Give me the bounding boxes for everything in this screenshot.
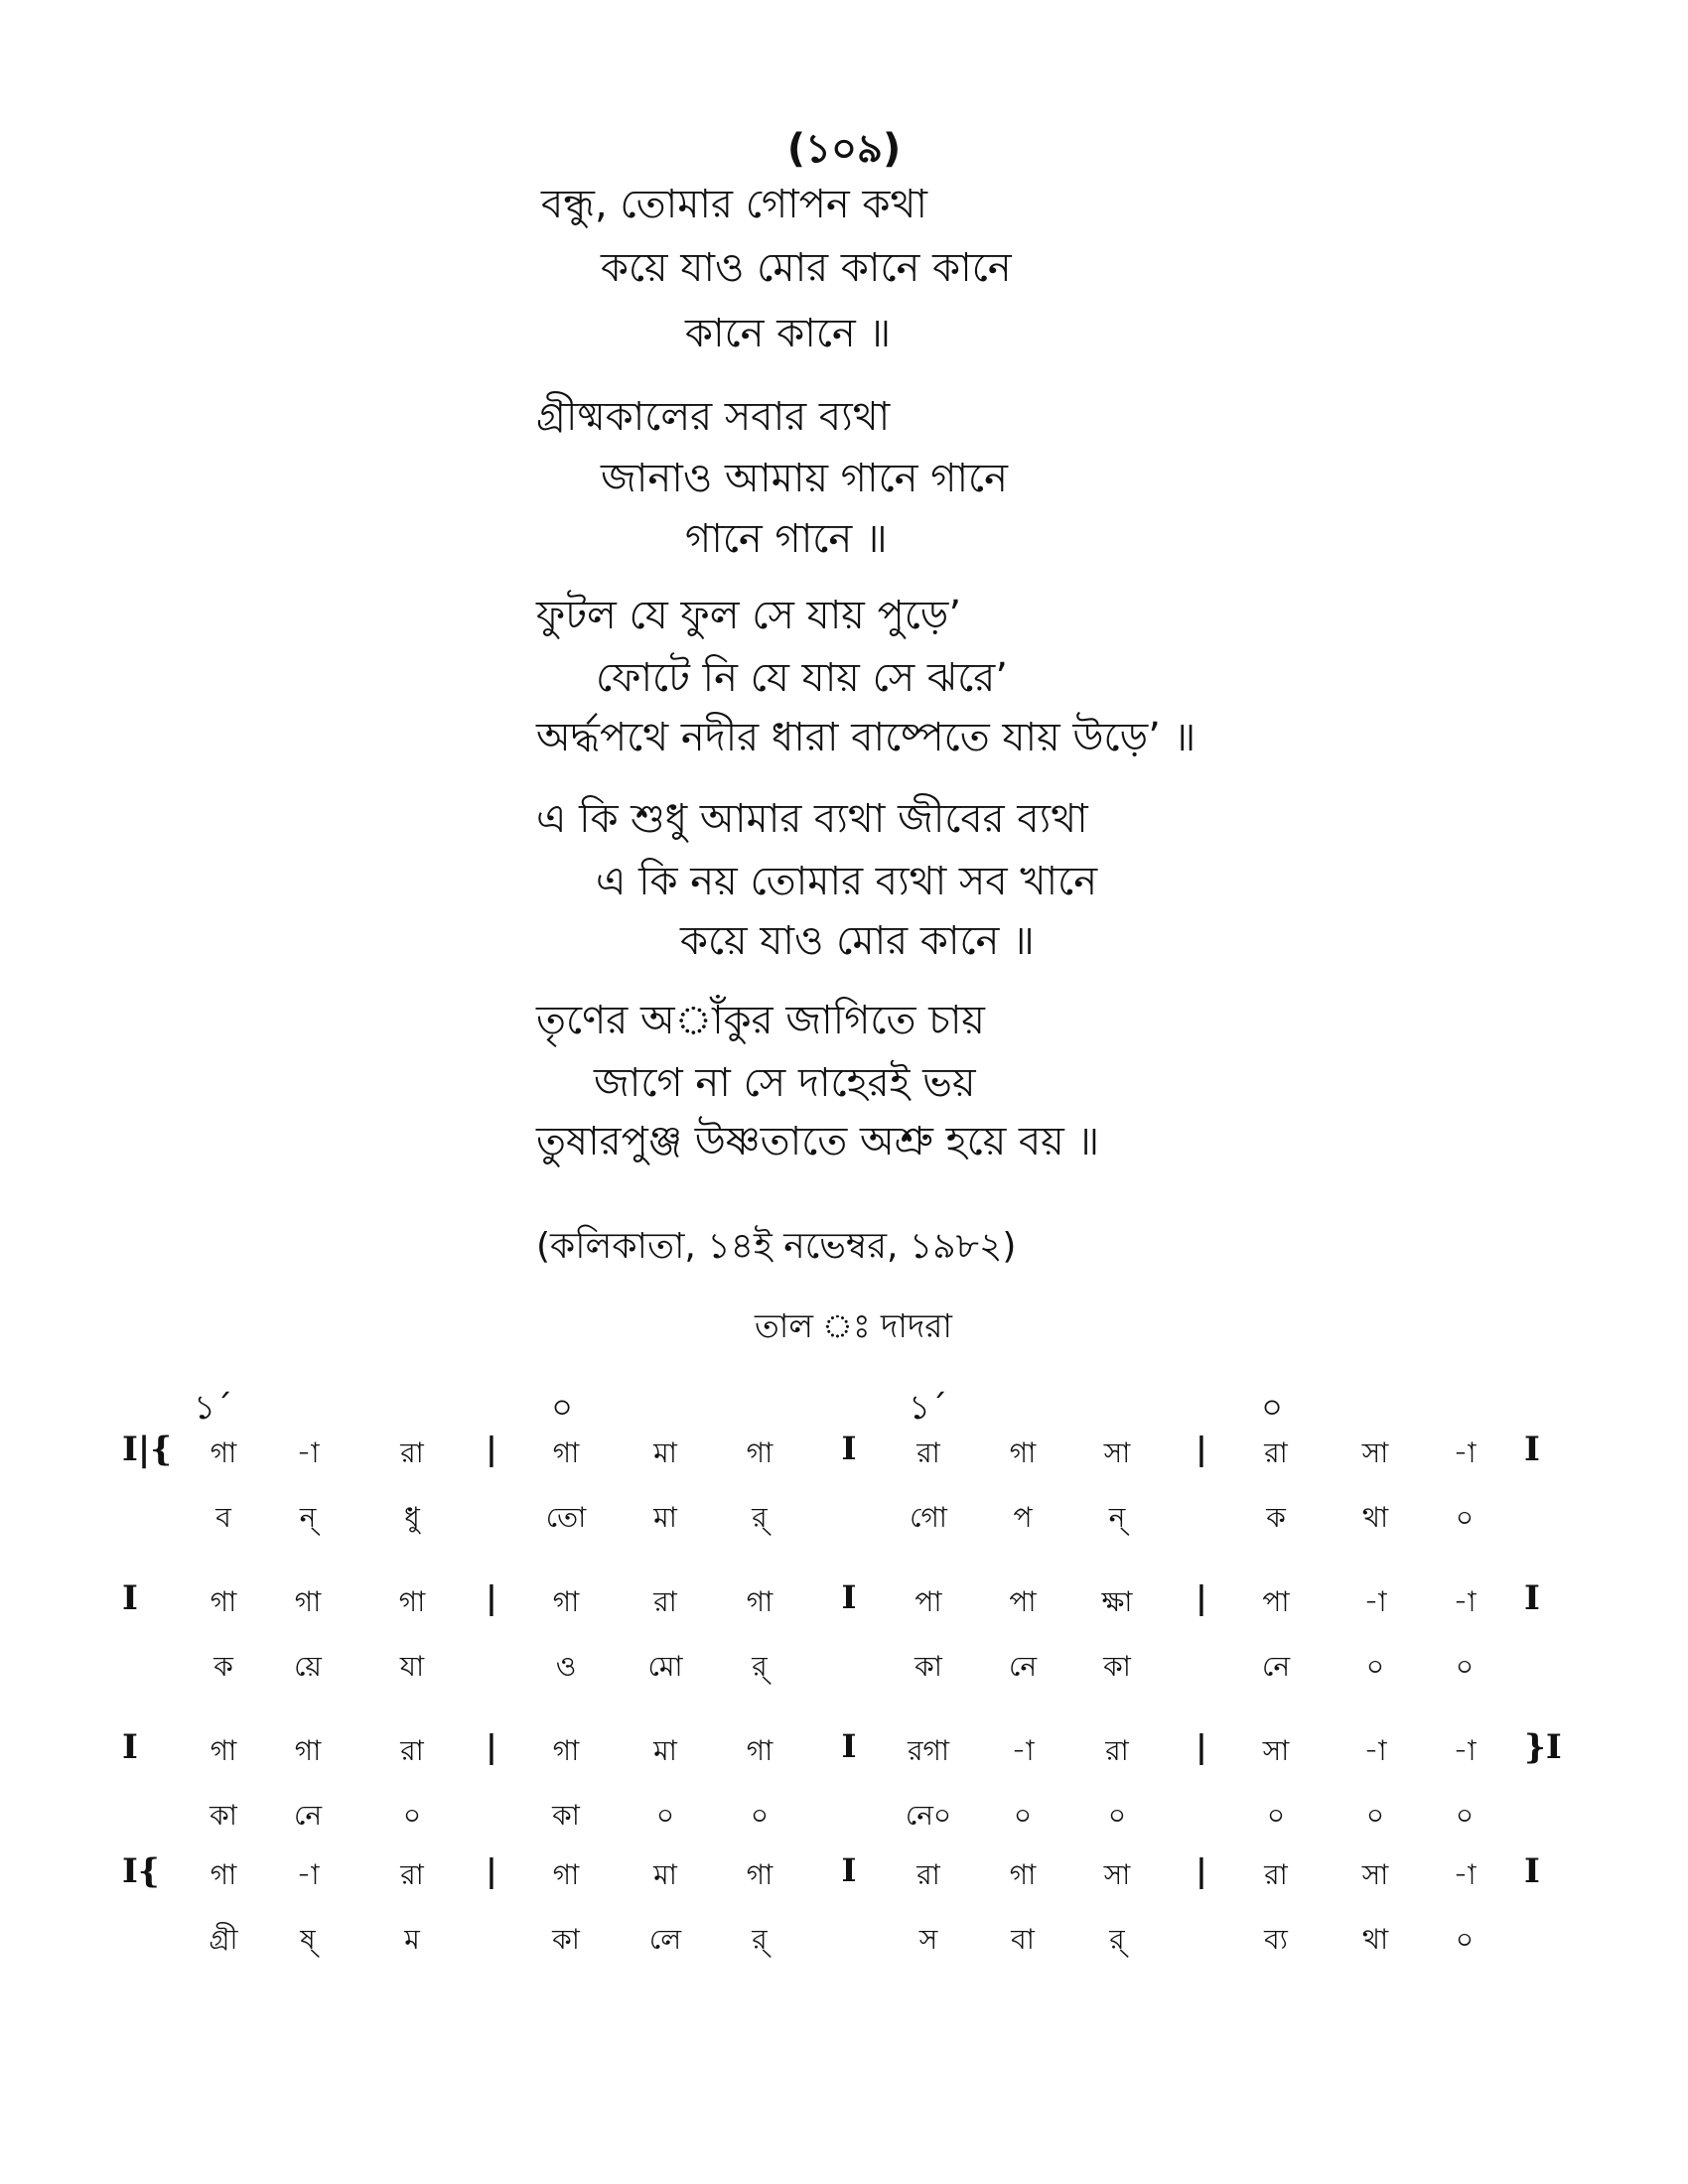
lyric-line: গ্রীষ্মকালের সবার ব্যথা xyxy=(536,394,891,440)
swara-note: মা xyxy=(653,1436,677,1469)
lyric-syllable: র্ xyxy=(752,1501,768,1534)
lyric-line: তৃণের অাঁকুর জাগিতে চায় xyxy=(536,998,985,1043)
lyric-syllable: নে xyxy=(1261,1650,1291,1683)
swara-note: রা xyxy=(400,1734,424,1767)
swara-note: পা xyxy=(1262,1585,1290,1618)
swara-note: গা xyxy=(210,1734,237,1767)
lyric-line: জাগে না সে দাহেরই ভয় xyxy=(594,1060,976,1106)
lyric-syllable: ব xyxy=(215,1501,231,1534)
bar-line: I xyxy=(841,1851,857,1889)
lyric-syllable: ০ xyxy=(402,1799,422,1832)
swara-note: রা xyxy=(653,1585,677,1618)
row-start-mark: I xyxy=(122,1727,138,1767)
beat-mark: ১´ xyxy=(194,1388,233,1428)
lyric-line: জানাও আমায় গানে গানে xyxy=(601,456,1009,501)
lyric-syllable: র্ xyxy=(1109,1923,1125,1956)
bar-line: | xyxy=(486,1578,497,1616)
swara-note: গা xyxy=(552,1734,580,1767)
lyric-syllable: ন্ xyxy=(1108,1501,1126,1534)
swara-note: গা xyxy=(398,1585,426,1618)
lyric-line: ফোটে নি যে যায় সে ঝরে’ xyxy=(596,655,1009,701)
lyric-syllable: ০ xyxy=(1365,1650,1385,1683)
swara-note: সা xyxy=(1361,1436,1389,1469)
swara-note: -া xyxy=(1453,1734,1477,1767)
lyric-line: কয়ে যাও মোর কানে কানে xyxy=(601,245,1012,291)
lyric-syllable: ষ্ xyxy=(300,1923,316,1956)
lyric-line: এ কি শুধু আমার ব্যথা জীবের ব্যথা xyxy=(536,796,1088,842)
swara-note: -া xyxy=(1453,1858,1477,1891)
lyric-line: বন্ধু, তোমার গোপন কথা xyxy=(541,182,928,227)
lyric-syllable: ০ xyxy=(1365,1799,1385,1832)
row-start-mark: I|{ xyxy=(122,1430,173,1469)
swara-note: -া xyxy=(1453,1436,1477,1469)
lyric-syllable: কা xyxy=(1103,1650,1131,1683)
lyric-syllable: নে০ xyxy=(905,1799,952,1832)
lyric-line: তুষারপুঞ্জ উষ্ণতাতে অশ্রু হয়ে বয় ॥ xyxy=(536,1119,1100,1164)
swara-note: পা xyxy=(1009,1585,1037,1618)
bar-line: | xyxy=(486,1851,497,1889)
swara-note: গা xyxy=(746,1585,774,1618)
row-start-mark: I{ xyxy=(122,1851,160,1891)
lyric-syllable: য়ে xyxy=(294,1650,322,1683)
swara-note: সা xyxy=(1262,1734,1290,1767)
lyric-line: গানে গানে ॥ xyxy=(685,516,888,562)
bar-line: I xyxy=(841,1430,857,1467)
lyric-syllable: কা xyxy=(552,1799,580,1832)
bar-line: | xyxy=(486,1430,497,1467)
lyric-syllable: স xyxy=(918,1923,938,1956)
lyric-syllable: ক xyxy=(213,1650,233,1683)
swara-note: গা xyxy=(1009,1858,1037,1891)
row-end-mark: I xyxy=(1524,1430,1540,1469)
lyric-line: কানে কানে ॥ xyxy=(685,311,892,356)
swara-note: -া xyxy=(296,1436,320,1469)
swara-note: গা xyxy=(746,1858,774,1891)
row-start-mark: I xyxy=(122,1578,138,1618)
lyric-syllable: নে xyxy=(293,1799,323,1832)
lyric-line: কয়ে যাও মোর কানে ॥ xyxy=(680,918,1035,964)
lyric-syllable: র্ xyxy=(752,1923,768,1956)
swara-note: গা xyxy=(552,1585,580,1618)
lyric-syllable: ০ xyxy=(655,1799,675,1832)
bar-line: | xyxy=(1196,1430,1207,1467)
lyric-syllable: বা xyxy=(1011,1923,1035,1956)
swara-note: ক্ষা xyxy=(1101,1585,1133,1618)
swara-note: সা xyxy=(1103,1858,1131,1891)
lyric-syllable: ও xyxy=(555,1650,577,1683)
lyric-syllable: ধু xyxy=(404,1501,420,1534)
swara-note: মা xyxy=(653,1734,677,1767)
lyric-syllable: ০ xyxy=(750,1799,770,1832)
swara-note: -া xyxy=(296,1858,320,1891)
lyric-syllable: থা xyxy=(1361,1923,1389,1956)
page-number: (১০৯) xyxy=(786,126,902,172)
lyric-syllable: ম xyxy=(404,1923,420,1956)
lyric-syllable: ০ xyxy=(1107,1799,1127,1832)
bar-line: | xyxy=(486,1727,497,1765)
lyric-syllable: গ্রী xyxy=(209,1923,238,1956)
bar-line: | xyxy=(1196,1851,1207,1889)
lyric-syllable: যা xyxy=(399,1650,425,1683)
lyric-syllable: ০ xyxy=(1455,1501,1475,1534)
swara-note: গা xyxy=(1009,1436,1037,1469)
bar-line: | xyxy=(1196,1578,1207,1616)
lyric-syllable: ন্ xyxy=(299,1501,317,1534)
swara-note: গা xyxy=(210,1858,237,1891)
swara-note: পা xyxy=(914,1585,942,1618)
swara-note: সা xyxy=(1361,1858,1389,1891)
lyric-syllable: মো xyxy=(647,1650,683,1683)
row-end-mark: I xyxy=(1524,1851,1540,1891)
lyric-syllable: কা xyxy=(552,1923,580,1956)
beat-mark: ০ xyxy=(1261,1388,1284,1428)
beat-mark: ০ xyxy=(551,1388,574,1428)
lyric-syllable: ব্য xyxy=(1264,1923,1288,1956)
lyric-syllable: লে xyxy=(648,1923,682,1956)
lyric-syllable: মা xyxy=(653,1501,677,1534)
swara-note: রা xyxy=(400,1858,424,1891)
lyric-syllable: নে xyxy=(1008,1650,1038,1683)
bar-line: | xyxy=(1196,1727,1207,1765)
date-line: (কলিকাতা, ১৪ই নভেম্বর, ১৯৮২) xyxy=(536,1226,1017,1267)
row-end-mark: }I xyxy=(1524,1727,1562,1767)
lyric-line: এ কি নয় তোমার ব্যথা সব খানে xyxy=(596,859,1098,904)
swara-note: রা xyxy=(916,1436,940,1469)
lyric-syllable: কা xyxy=(914,1650,942,1683)
beat-mark: ১´ xyxy=(909,1388,948,1428)
swara-note: মা xyxy=(653,1858,677,1891)
lyric-syllable: ক xyxy=(1266,1501,1286,1534)
swara-note: গা xyxy=(210,1585,237,1618)
lyric-syllable: ০ xyxy=(1455,1650,1475,1683)
lyric-syllable: গো xyxy=(910,1501,947,1534)
swara-note: রা xyxy=(1105,1734,1129,1767)
swara-note: গা xyxy=(552,1858,580,1891)
swara-note: রা xyxy=(1264,1858,1288,1891)
lyric-syllable: ০ xyxy=(1266,1799,1286,1832)
swara-note: রা xyxy=(916,1858,940,1891)
lyric-syllable: তো xyxy=(545,1501,587,1534)
lyric-syllable: ০ xyxy=(1455,1923,1475,1956)
lyric-syllable: থা xyxy=(1361,1501,1389,1534)
tal-label: তাল ঃ দাদরা xyxy=(755,1306,953,1345)
lyric-line: অর্দ্ধপথে নদীর ধারা বাষ্পেতে যায় উড়ে’ ॥ xyxy=(536,715,1196,760)
lyric-syllable: র্ xyxy=(752,1650,768,1683)
lyric-syllable: প xyxy=(1013,1501,1033,1534)
bar-line: I xyxy=(841,1578,857,1616)
swara-note: রগা xyxy=(908,1734,949,1767)
swara-note: গা xyxy=(552,1436,580,1469)
swara-note: গা xyxy=(294,1585,322,1618)
swara-note: -া xyxy=(1363,1734,1387,1767)
row-end-mark: I xyxy=(1524,1578,1540,1618)
swara-note: গা xyxy=(294,1734,322,1767)
lyric-syllable: ০ xyxy=(1013,1799,1033,1832)
lyric-syllable: ০ xyxy=(1455,1799,1475,1832)
swara-note: গা xyxy=(746,1436,774,1469)
swara-note: -া xyxy=(1453,1585,1477,1618)
swara-note: সা xyxy=(1103,1436,1131,1469)
swara-note: রা xyxy=(400,1436,424,1469)
swara-note: -া xyxy=(1011,1734,1035,1767)
lyric-syllable: কা xyxy=(210,1799,237,1832)
swara-note: রা xyxy=(1264,1436,1288,1469)
lyric-line: ফুটল যে ফুল সে যায় পুড়ে’ xyxy=(536,593,962,638)
swara-note: -া xyxy=(1363,1585,1387,1618)
bar-line: I xyxy=(841,1727,857,1765)
swara-note: গা xyxy=(746,1734,774,1767)
swara-note: গা xyxy=(210,1436,237,1469)
